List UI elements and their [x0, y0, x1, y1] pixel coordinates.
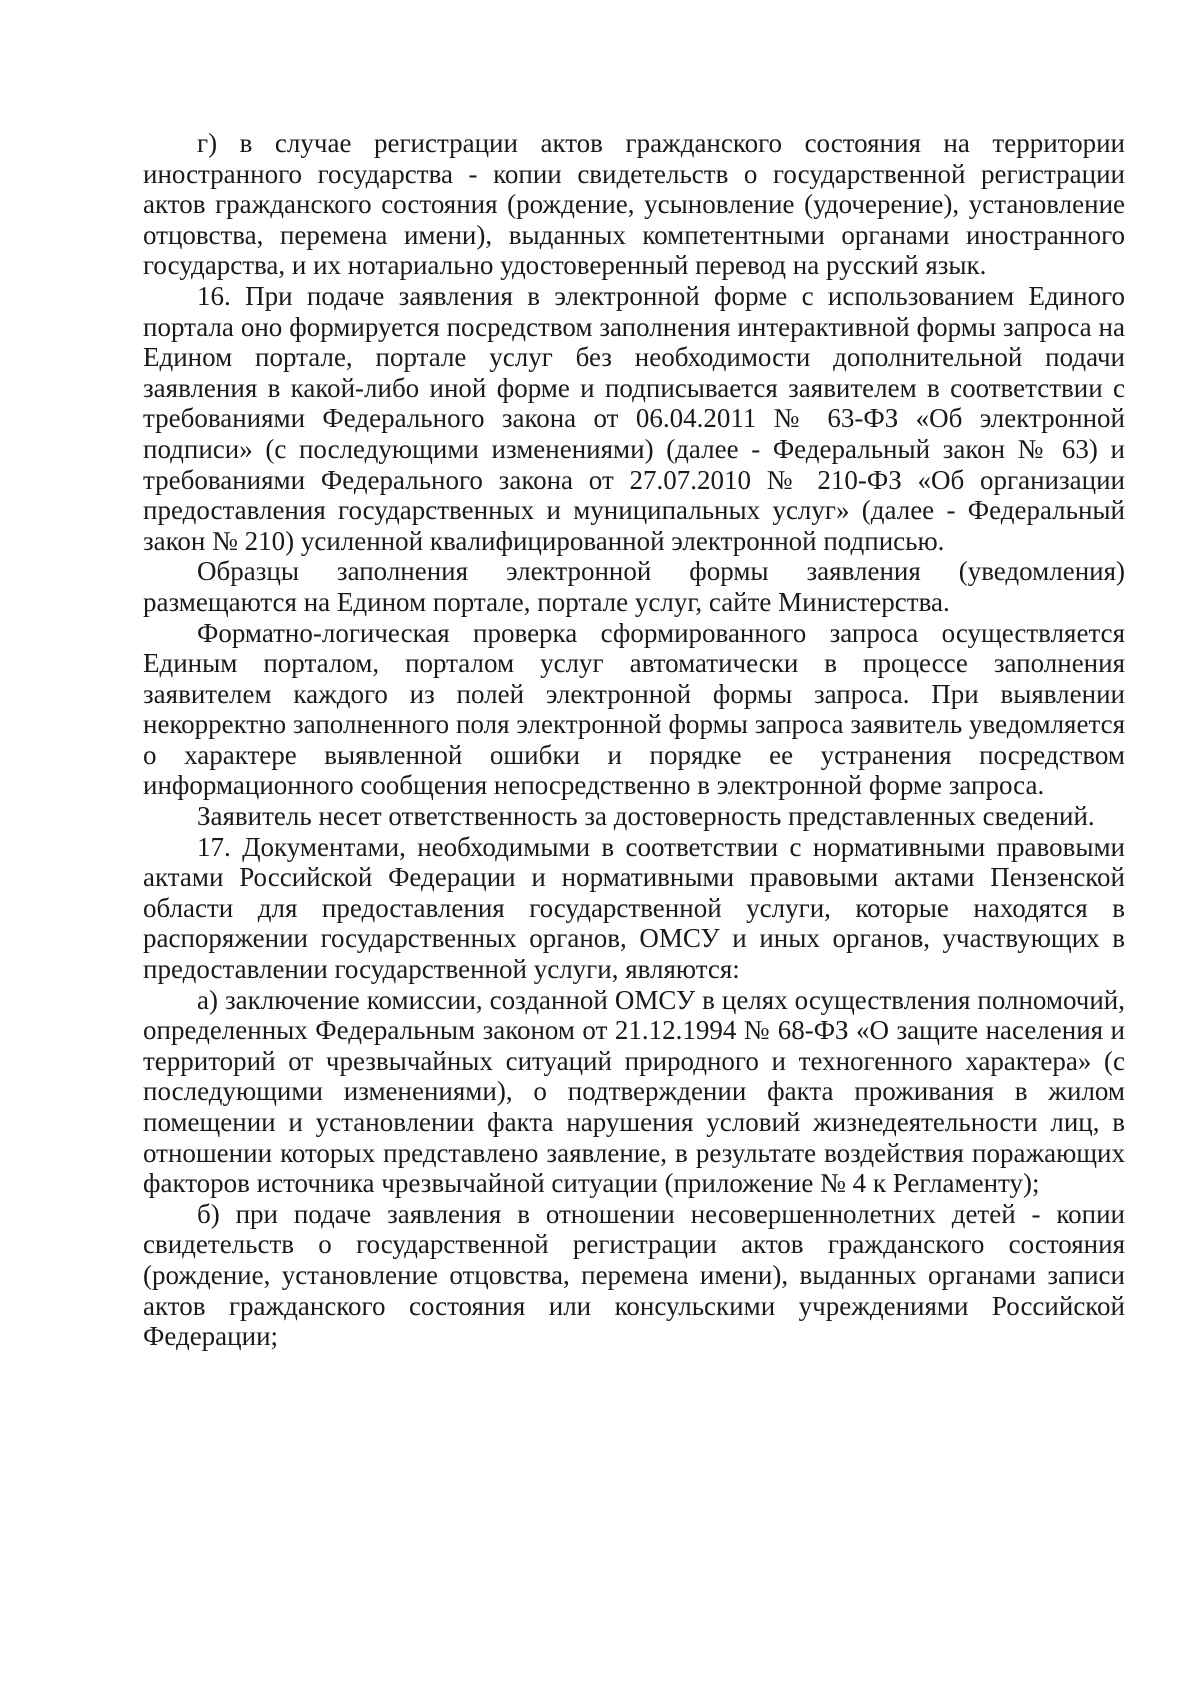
- paragraph-format-logic-check: Форматно-логическая проверка сформированного запроса осуществляется Единым порталом, порталом услуг автоматически в процессе заполнения заявителем каждого из полей электронной формы запроса. При выявлении некорректно заполненного поля электронной формы запроса заявитель уведомляется о характере выявленной ошибки и порядке ее устранения посредством информационного сообщения непосредственно в электронной форме запроса.: [143, 617, 1125, 801]
- paragraph-a-commission-conclusion: а) заключение комиссии, созданной ОМСУ в целях осуществления полномочий, определенных Федеральным законом от 21.12.1994 № 68-ФЗ «О защите населения и территорий от чрезвычайных ситуаций природного и техногенного характера» (с последующими изменениями), о подтверждении факта проживания в жилом помещении и установлении факта нарушения условий жизнедеятельности лиц, в отношении которых представлено заявление, в результате воздействия поражающих факторов источника чрезвычайной ситуации (приложение № 4 к Регламенту);: [143, 984, 1125, 1199]
- paragraph-form-samples: Образцы заполнения электронной формы заявления (уведомления) размещаются на Едином портале, портале услуг, сайте Министерства.: [143, 556, 1125, 617]
- paragraph-16-electronic-application: 16. При подаче заявления в электронной форме с использованием Единого портала оно формируется посредством заполнения интерактивной формы запроса на Едином портале, портале услуг без необходимости дополнительной подачи заявления в какой-либо иной форме и подписывается заявителем в соответствии с требованиями Федерального закона от 06.04.2011 № 63-ФЗ «Об электронной подписи» (с последующими изменениями) (далее - Федеральный закон № 63) и требованиями Федерального закона от 27.07.2010 № 210-ФЗ «Об организации предоставления государственных и муниципальных услуг» (далее - Федеральный закон № 210) усиленной квалифицированной электронной подписью.: [143, 280, 1125, 556]
- paragraph-17-required-documents: 17. Документами, необходимыми в соответствии с нормативными правовыми актами Российской Федерации и нормативными правовыми актами Пензенской области для предоставления государственной услуги, которые находятся в распоряжении государственных органов, ОМСУ и иных органов, участвующих в предоставлении государственной услуги, являются:: [143, 831, 1125, 985]
- paragraph-g-foreign-registration: г) в случае регистрации актов гражданского состояния на территории иностранного государства - копии свидетельств о государственной регистрации актов гражданского состояния (рождение, усыновление (удочерение), установление отцовства, перемена имени), выданных компетентными органами иностранного государства, и их нотариально удостоверенный перевод на русский язык.: [143, 128, 1125, 281]
- document-page: [143, 128, 1125, 1352]
- paragraph-applicant-responsibility: Заявитель несет ответственность за достоверность представленных сведений.: [197, 801, 1095, 832]
- paragraph-b-minor-children-certificates: б) при подаче заявления в отношении несовершеннолетних детей - копии свидетельств о государственной регистрации актов гражданского состояния (рождение, установление отцовства, перемена имени), выданных органами записи актов гражданского состояния или консульскими учреждениями Российской Федерации;: [143, 1198, 1125, 1352]
